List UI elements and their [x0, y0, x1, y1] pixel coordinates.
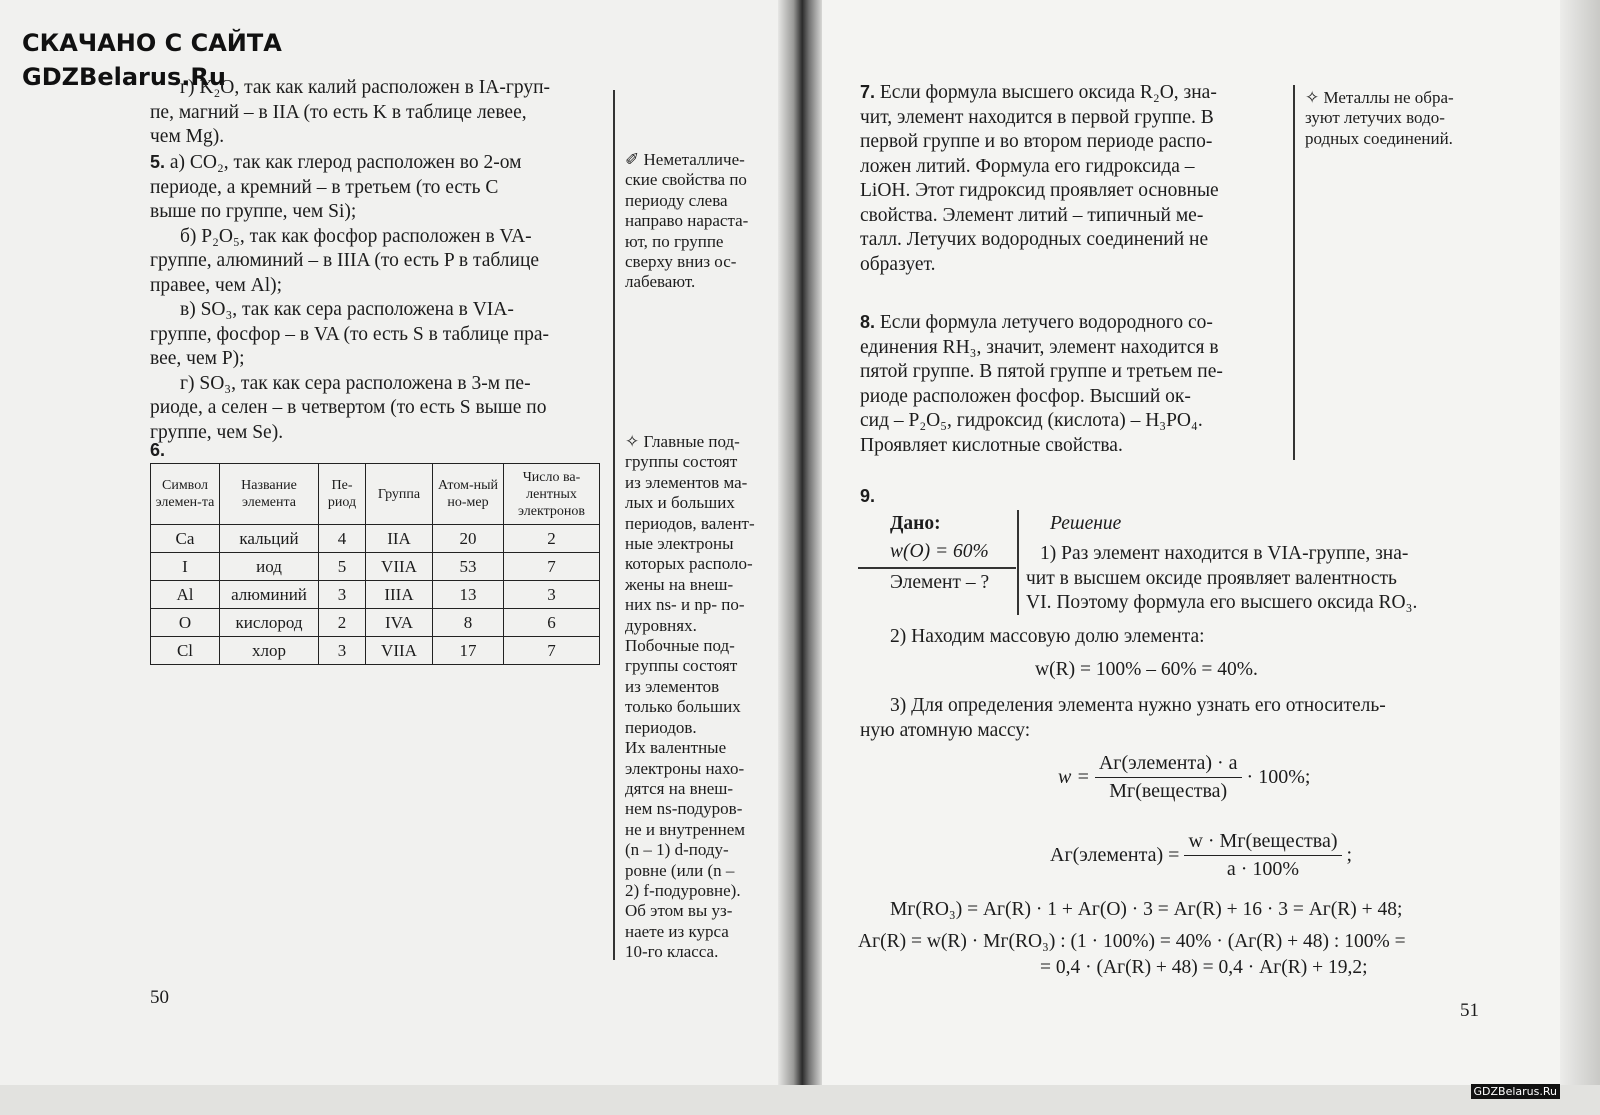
text-line: периоде, а кремний – в третьем (то есть C [150, 176, 499, 198]
text-line: ложен литий. Формула его гидроксида – [860, 155, 1195, 177]
text-line: единения RH₃, значит, элемент находится в [860, 336, 1219, 358]
table-row [151, 609, 600, 637]
text-line: Если формула высшего оксида R₂O, зна- [879, 82, 1217, 103]
table-cell: 13 [433, 581, 504, 609]
text-line: 3) Для определения элемента нужно узнать его относитель- [890, 695, 1386, 716]
text-line: сид – P₂O₅, гидроксид (кислота) – H₃PO₄. [860, 410, 1203, 431]
dano-label-text: Дано: [890, 513, 941, 534]
margin-note-line: наете из курса [625, 921, 729, 941]
text-line: правее, чем Al); [150, 274, 283, 296]
margin-note-line: которых располо- [625, 554, 753, 574]
item5-text [150, 150, 605, 445]
text-line: первой группе и во втором периоде распо- [860, 131, 1213, 152]
solution-step2-formula: w(R) = 100% – 60% = 40%. [1035, 659, 1258, 680]
solution-label: Решение [1050, 513, 1122, 534]
margin-note-line: периоду слева [625, 190, 728, 210]
item9-number-wrap [860, 484, 875, 510]
table-cell: 7 [504, 553, 600, 581]
table-cell: Cl [151, 637, 220, 665]
item4-text [150, 76, 605, 150]
margin-note-line: периодов, валент- [625, 513, 755, 533]
formula-ar [1050, 830, 1352, 881]
table-header: Атом-ный но-мер [433, 464, 504, 525]
fraction-denominator: Mг(вещества) [1109, 780, 1228, 802]
margin-note-line: ют, по группе [625, 231, 724, 251]
table-cell: I [151, 553, 220, 581]
margin-note-line: не и внутреннем [625, 819, 746, 839]
formula-mr: Mг(RO₃) = Aг(R) · 1 + Aг(O) · 3 = Aг(R) + 16 · 3 = Aг(R) + 48; [890, 899, 1403, 920]
table-header: Название элемента [220, 464, 319, 525]
text-line: чит, элемент находится в первой группе. В [860, 106, 1214, 128]
margin-note-line: 10-го класса. [625, 942, 719, 962]
margin-note-subgroups [625, 432, 775, 963]
margin-note-line: сверху вниз ос- [625, 252, 737, 272]
table-cell: IIA [366, 525, 433, 553]
text-line: Если формула летучего водородного со- [879, 312, 1213, 333]
table-cell: 3 [319, 637, 366, 665]
margin-note-line: дуровнях. [625, 615, 697, 635]
text-line: талл. Летучих водородных соединений не [860, 229, 1209, 250]
margin-note-line: лых и больших [625, 493, 735, 513]
table-cell: 20 [433, 525, 504, 553]
margin-note-line: из элементов [625, 676, 720, 696]
text-line: выше по группе, чем Si); [150, 201, 357, 222]
margin-note-line: Их валентные [625, 738, 727, 758]
formula-text: Aг(элемента) = [1050, 844, 1180, 866]
dano-find: Элемент – ? [890, 572, 990, 593]
solution-step2: 2) Находим массовую долю элемента: [890, 626, 1205, 647]
dano-hline [858, 567, 1016, 569]
margin-note-line: жены на внеш- [625, 574, 734, 594]
watermark-corner: GDZBelarus.Ru [1471, 1084, 1560, 1099]
table-body [151, 525, 600, 665]
margin-note-line: группы состоят [625, 656, 738, 676]
margin-note-line: Побочные под- [625, 636, 735, 656]
margin-note-line: ские свойства по [625, 170, 747, 190]
item7-text [860, 80, 1284, 277]
text-line: в) SO₃, так как сера расположена в VIA- [180, 299, 514, 320]
table-cell: VIIA [366, 553, 433, 581]
item9-number: 9. [860, 486, 876, 506]
table-header-row [151, 464, 600, 525]
margin-note-line: ные электроны [625, 534, 734, 554]
text-line: г) K₂O, так как калий расположен в IA-груп- [180, 77, 550, 98]
text-line: Проявляет кислотные свойства. [860, 434, 1123, 456]
text-line: группе, фосфор – в VA (то есть S в таблице пра- [150, 323, 550, 345]
formula-text: · 100%; [1246, 766, 1311, 788]
text-line: вее, чем P); [150, 348, 245, 369]
text-line: образует. [860, 253, 936, 275]
formula-text: ; [1346, 844, 1353, 866]
margin-note-line: них ns- и np- по- [625, 595, 745, 615]
page-edge [1560, 0, 1600, 1115]
table-row [151, 525, 600, 553]
table-cell: 6 [504, 609, 600, 637]
text-line: риоде, а селен – в четвертом (то есть S выше по [150, 397, 547, 418]
item6-number: 6. [150, 440, 166, 460]
table-cell: 8 [433, 609, 504, 637]
text-line: VI. Поэтому формула его высшего оксида RO₃. [1026, 592, 1418, 613]
margin-note-line: Об этом вы уз- [625, 901, 733, 921]
table-cell: 4 [319, 525, 366, 553]
margin-note-line: ровне (или (n – [625, 860, 735, 880]
text-line: чем Mg). [150, 126, 225, 147]
table-header: Число ва-лентных электронов [504, 464, 600, 525]
margin-note-line: периодов. [625, 717, 697, 737]
table-cell: IIIA [366, 581, 433, 609]
table-cell: 2 [504, 525, 600, 553]
table-cell: 3 [319, 581, 366, 609]
table-row [151, 553, 600, 581]
text-line: б) P₂O₅, так как фосфор расположен в VA- [180, 225, 532, 247]
table-header: Символ элемен-та [151, 464, 220, 525]
margin-note-line: ✧ Металлы не обра- [1305, 88, 1454, 107]
table-cell: кислород [220, 609, 319, 637]
fraction-denominator: a · 100% [1226, 858, 1300, 880]
book-gutter [778, 0, 822, 1115]
table-cell: кальций [220, 525, 319, 553]
dano-label [890, 513, 941, 535]
text-line: а) CO₂, так как глерод расположен во 2-ом [169, 152, 522, 173]
dano-given: w(O) = 60% [890, 541, 989, 562]
watermark-line1: СКАЧАНО С САЙТА [22, 29, 282, 57]
margin-note-line: (n – 1) d-поду- [625, 840, 729, 860]
item8-text [860, 310, 1284, 458]
margin-note-nonmetal [625, 150, 775, 293]
table-cell: Ca [151, 525, 220, 553]
table-cell: O [151, 609, 220, 637]
table-cell: 3 [504, 581, 600, 609]
margin-note-line: только больших [625, 697, 741, 717]
formula-ar-calc1: Aг(R) = w(R) · Mг(RO₃) : (1 · 100%) = 40% · (Aг(R) + 48) : 100% = [858, 931, 1406, 952]
fraction-numerator: Aг(элемента) · a [1095, 752, 1242, 778]
text-line: чит в высшем оксиде проявляет валентность [1026, 567, 1397, 589]
margin-note-line: лабевают. [625, 272, 696, 292]
left-margin-rule [613, 90, 615, 960]
margin-note-line: дятся на внеш- [625, 778, 734, 798]
table-cell: 5 [319, 553, 366, 581]
table-cell: 7 [504, 637, 600, 665]
table-row [151, 581, 600, 609]
text-line: ную атомную массу: [860, 719, 1031, 741]
solution-step1 [1026, 542, 1486, 616]
dano-vline [1017, 510, 1019, 615]
table-header: Группа [366, 464, 433, 525]
margin-note-line: из элементов ма- [625, 472, 748, 492]
margin-note-metals [1305, 88, 1495, 149]
watermark-line2: GDZBelarus.Ru [22, 63, 226, 91]
text-line: LiOH. Этот гидроксид проявляет основные [860, 180, 1219, 201]
text-line: риоде расположен фосфор. Высший ок- [860, 385, 1191, 407]
table-header: Пе-риод [319, 464, 366, 525]
text-line: пятой группе. В пятой группе и третьем пе- [860, 361, 1223, 382]
right-margin-rule [1293, 85, 1295, 460]
page-number-right: 51 [1460, 1000, 1479, 1021]
margin-note-line: электроны нахо- [625, 758, 745, 778]
table-cell: 53 [433, 553, 504, 581]
elements-table [150, 463, 600, 665]
margin-note-line: группы состоят [625, 452, 738, 472]
table-cell: 17 [433, 637, 504, 665]
table-row [151, 637, 600, 665]
text-line: 1) Раз элемент находится в VIA-группе, зна- [1040, 543, 1409, 564]
item7-number: 7. [860, 82, 876, 102]
table-cell: VIIA [366, 637, 433, 665]
item8-number: 8. [860, 312, 876, 332]
margin-note-line: ✧ Главные под- [625, 432, 740, 451]
formula-ar-calc2: = 0,4 · (Aг(R) + 48) = 0,4 · Aг(R) + 19,2; [1040, 957, 1368, 978]
text-line: свойства. Элемент литий – типичный ме- [860, 204, 1204, 226]
table-cell: Al [151, 581, 220, 609]
margin-note-line: зуют летучих водо- [1305, 108, 1445, 128]
margin-note-line: нем ns-подуров- [625, 799, 743, 819]
margin-note-line: 2) f-подуровне). [625, 880, 741, 900]
table-cell: IVA [366, 609, 433, 637]
fraction [1184, 830, 1341, 881]
page-number-left: 50 [150, 987, 169, 1008]
bottom-margin [0, 1085, 1600, 1115]
table-cell: алюминий [220, 581, 319, 609]
table-cell: 2 [319, 609, 366, 637]
table-cell: хлор [220, 637, 319, 665]
text-line: группе, алюминий – в IIIA (то есть P в таблице [150, 250, 540, 271]
formula-text: w = [1058, 766, 1090, 788]
formula-w [1058, 752, 1310, 803]
item5-number: 5. [150, 152, 166, 172]
margin-note-line: направо нараста- [625, 211, 749, 231]
text-line: г) SO₃, так как сера расположена в 3-м пе- [180, 372, 531, 394]
solution-step3 [860, 694, 1485, 743]
item6-number-wrap [150, 438, 165, 464]
table-cell: иод [220, 553, 319, 581]
fraction-numerator: w · Mг(вещества) [1184, 830, 1341, 856]
text-line: группе, чем Se). [150, 421, 284, 443]
margin-note-line: ✐ Неметалличе- [625, 150, 745, 169]
margin-note-line: родных соединений. [1305, 128, 1453, 148]
fraction [1095, 752, 1242, 803]
text-line: пе, магний – в IIA (то есть K в таблице левее, [150, 101, 527, 123]
